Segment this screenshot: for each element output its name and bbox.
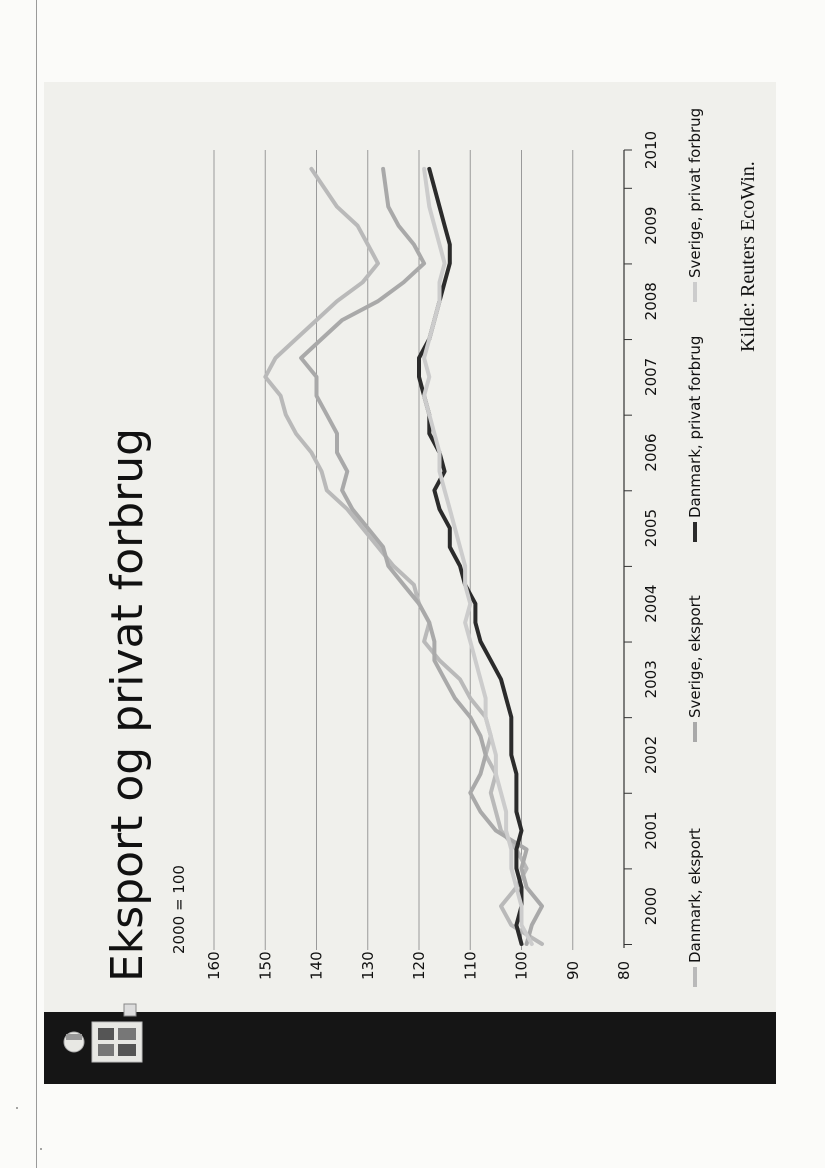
y-tick-label-120: 120 (410, 951, 428, 980)
x-tick-label-2010: 2010 (642, 130, 660, 170)
y-tick-label-100: 100 (512, 951, 531, 980)
x-tick-label-2007: 2007 (642, 357, 660, 396)
y-tick-label-90: 90 (563, 960, 582, 980)
legend (686, 108, 704, 987)
presentation-slide (44, 82, 776, 1084)
y-tick-label-140: 140 (307, 951, 326, 980)
y-tick-label-110: 110 (461, 951, 480, 980)
x-tick-label-2008: 2008 (642, 282, 660, 321)
y-tick-label-150: 150 (256, 951, 275, 980)
scan-speck (16, 1107, 18, 1109)
gridlines (214, 150, 573, 950)
legend-label-4: Sverige, privat forbrug (686, 107, 704, 278)
royal-crest-logo (64, 1004, 142, 1062)
y-tick-label-160: 160 (205, 951, 223, 980)
x-tick-label-2009: 2009 (642, 206, 660, 245)
legend-label-1: Danmark, eksport (686, 828, 704, 963)
y-tick-label-130: 130 (358, 951, 377, 980)
source-note: Kilde: Reuters EcoWin. (737, 161, 759, 352)
x-tick-label-2005: 2005 (642, 509, 660, 548)
x-tick-label-2000: 2000 (642, 887, 660, 926)
series-line-1 (265, 169, 542, 944)
axes (205, 131, 660, 980)
x-tick-label-2001: 2001 (642, 811, 660, 850)
series-lines (265, 169, 542, 944)
x-tick-label-2004: 2004 (642, 584, 660, 623)
scan-speck (40, 1148, 42, 1150)
x-tick-label-2002: 2002 (642, 735, 660, 775)
legend-label-2: Sverige, eksport (686, 595, 704, 718)
chart-title: Eksport og privat forbrug (102, 427, 153, 982)
page-margin-line (36, 0, 37, 1168)
chart-subtitle: 2000 = 100 (170, 865, 188, 954)
legend-label-3: Danmark, privat forbrug (686, 335, 704, 518)
series-line-4 (424, 169, 532, 944)
x-tick-label-2003: 2003 (642, 660, 660, 699)
y-tick-label-80: 80 (615, 960, 633, 980)
x-tick-label-2006: 2006 (642, 433, 660, 472)
chart-canvas (44, 82, 776, 1084)
